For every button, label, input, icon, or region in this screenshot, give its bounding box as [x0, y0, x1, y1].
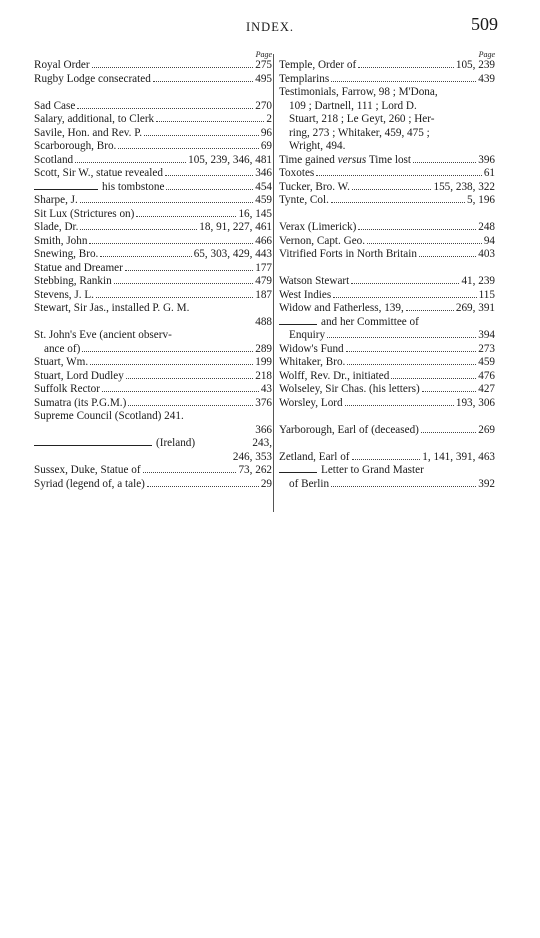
entry-line [279, 73, 495, 87]
entry-line [34, 221, 272, 235]
entry-heading: and her Committee of [321, 315, 419, 328]
entry-pages: 61 [483, 167, 495, 179]
entry-pages: 269 [478, 423, 495, 436]
entry-pages: 41, 239 [461, 275, 495, 287]
entry-heading: Wolseley, Sir Chas. (his letters) [279, 383, 420, 395]
entry-heading: Syriad (legend of, a tale) [34, 477, 145, 490]
entry-line [34, 478, 272, 492]
index-entry [34, 235, 272, 249]
page-number: 509 [471, 14, 498, 34]
entry-line [34, 451, 272, 465]
entry-pages: 459 [255, 194, 272, 206]
index-column-right [279, 50, 495, 491]
entry-pages: 5, 196 [467, 194, 495, 206]
index-entry [34, 370, 272, 384]
entry-pages: 18, 91, 227, 461 [199, 221, 272, 233]
entry-line [34, 235, 272, 249]
entry-pages: 454 [255, 180, 272, 193]
entry-line [34, 437, 272, 451]
entry-heading: Enquiry [289, 329, 326, 341]
dot-leader [80, 202, 253, 203]
entry-pages: 155, 238, 322 [433, 180, 495, 193]
index-entry [279, 167, 495, 181]
entry-heading: Snewing, Bro. [34, 248, 99, 260]
index-entry [34, 302, 272, 316]
dot-leader [126, 378, 253, 379]
entry-pages: 218 [255, 369, 272, 382]
entry-pages: 29 [260, 477, 272, 490]
entry-line [279, 140, 495, 154]
entry-line [279, 127, 495, 141]
index-entry [34, 73, 272, 87]
dot-leader [358, 67, 454, 68]
entry-pages: 459 [478, 356, 495, 368]
entry-pages: 1, 141, 391, 463 [422, 450, 495, 463]
dot-leader [166, 189, 253, 190]
index-entry [279, 329, 495, 343]
entry-spacer [279, 437, 495, 451]
entry-line [279, 113, 495, 127]
entry-heading: Suffolk Rector [34, 383, 100, 395]
index-entry [279, 181, 495, 195]
index-entry [34, 167, 272, 181]
index-entry [279, 356, 495, 370]
entry-line [279, 329, 495, 343]
entry-line [279, 370, 495, 384]
entry-heading: Wolff, Rev. Dr., initiated [279, 369, 390, 382]
index-entry [279, 140, 495, 154]
entry-heading: Slade, Dr. [34, 221, 79, 233]
index-entry [34, 289, 272, 303]
entry-heading: Watson Stewart [279, 275, 350, 287]
dot-leader [346, 351, 477, 352]
entry-heading: Sit Lux (Strictures on) [34, 207, 135, 220]
entry-pages: 289 [255, 342, 272, 355]
index-column-left [34, 50, 272, 491]
entry-line [34, 194, 272, 208]
dot-leader [406, 310, 454, 311]
entry-line [34, 356, 272, 370]
entry-line [279, 100, 495, 114]
entry-heading: St. John's Eve (ancient observ- [34, 329, 172, 341]
dot-leader [331, 202, 465, 203]
entry-pages: 96 [260, 126, 272, 139]
entry-heading: Supreme Council (Scotland) 241. [34, 410, 184, 422]
entry-line [34, 383, 272, 397]
entry-line [34, 59, 272, 73]
entry-pages: 73, 262 [238, 464, 272, 476]
entry-line [34, 140, 272, 154]
ditto-dash [34, 445, 152, 446]
entry-line [34, 208, 272, 222]
index-entry [34, 329, 272, 343]
index-entry [34, 383, 272, 397]
entry-pages: 94 [483, 234, 495, 247]
index-entry [34, 100, 272, 114]
index-entry [34, 464, 272, 478]
index-entry [34, 248, 272, 262]
entry-pages: 346 [255, 167, 272, 179]
entry-line [34, 370, 272, 384]
entry-pages: 243, [252, 437, 272, 449]
entry-line [279, 221, 495, 235]
entry-heading: West Indies [279, 288, 332, 301]
index-entry [34, 451, 272, 465]
entry-pages: 248 [478, 221, 495, 233]
entry-pages: 495 [255, 72, 272, 85]
entry-line [34, 127, 272, 141]
entry-heading: ring, 273 ; Whitaker, 459, 475 ; [289, 126, 430, 139]
entry-heading: Scott, Sir W., statue revealed [34, 167, 163, 179]
entry-line [34, 424, 272, 438]
entry-pages: 366 [255, 423, 272, 436]
entry-heading: Savile, Hon. and Rev. P. [34, 126, 143, 139]
entry-pages: 466 [255, 234, 272, 247]
dot-leader [100, 256, 191, 257]
index-entry [279, 343, 495, 357]
entry-heading: Templarins [279, 72, 330, 85]
entry-spacer [279, 208, 495, 222]
entry-pages: 193, 306 [455, 396, 495, 409]
entry-heading: (Ireland) [156, 437, 196, 449]
entry-heading: Scotland [34, 153, 74, 166]
entry-spacer [34, 86, 272, 100]
index-entry [34, 356, 272, 370]
entry-heading: Royal Order [34, 59, 90, 71]
index-entries-left [34, 59, 272, 491]
entry-line [279, 154, 495, 168]
index-entry [279, 370, 495, 384]
entry-heading: Sad Case [34, 99, 76, 112]
entry-pages: 376 [255, 396, 272, 409]
entry-pages: 43 [260, 383, 272, 395]
entry-pages: 479 [255, 275, 272, 287]
index-entry [279, 464, 495, 478]
index-entry [34, 154, 272, 168]
entry-line [34, 262, 272, 276]
dot-leader [156, 121, 264, 122]
entry-pages: 177 [255, 261, 272, 274]
dot-leader [331, 81, 476, 82]
entry-heading: Worsley, Lord [279, 396, 343, 409]
entry-pages: 275 [255, 59, 272, 71]
entry-pages: 403 [478, 248, 495, 260]
dot-leader [143, 472, 237, 473]
entry-heading: Whitaker, Bro. [279, 356, 346, 368]
entry-line [279, 356, 495, 370]
dot-leader [89, 243, 253, 244]
entry-line [34, 343, 272, 357]
entry-line [279, 275, 495, 289]
entry-pages: 69 [260, 140, 272, 152]
dot-leader [102, 391, 259, 392]
entry-heading: Stebbing, Rankin [34, 275, 112, 287]
dot-leader [422, 391, 477, 392]
entry-spacer [279, 262, 495, 276]
dot-leader [345, 405, 454, 406]
entry-line [34, 397, 272, 411]
index-entry [34, 343, 272, 357]
index-entry [34, 113, 272, 127]
entry-heading: Vernon, Capt. Geo. [279, 234, 366, 247]
dot-leader [144, 135, 259, 136]
entry-heading: Widow's Fund [279, 342, 344, 355]
dot-leader [80, 229, 197, 230]
index-entry [279, 73, 495, 87]
dot-leader [316, 175, 482, 176]
index-entry [279, 194, 495, 208]
entry-line [34, 302, 272, 316]
entry-line [34, 410, 272, 424]
dot-leader [352, 459, 421, 460]
index-entry [34, 275, 272, 289]
dot-leader [391, 378, 476, 379]
ditto-dash [279, 472, 317, 473]
entry-pages: 65, 303, 429, 443 [193, 248, 272, 260]
index-entry [279, 100, 495, 114]
index-entry [279, 235, 495, 249]
entry-pages: 476 [478, 369, 495, 382]
dot-leader [90, 364, 253, 365]
index-entry [279, 424, 495, 438]
entry-heading: Wright, 494. [289, 140, 346, 152]
dot-leader [77, 108, 253, 109]
entry-line [279, 383, 495, 397]
entry-line [34, 316, 272, 330]
entry-pages: 488 [255, 315, 272, 328]
dot-leader [421, 432, 476, 433]
dot-leader [419, 256, 476, 257]
dot-leader [75, 162, 186, 163]
dot-leader [413, 162, 476, 163]
index-entry [279, 478, 495, 492]
dot-leader [92, 67, 254, 68]
entry-heading: Yarborough, Earl of (deceased) [279, 423, 419, 436]
entry-heading: Sussex, Duke, Statue of [34, 464, 141, 476]
entry-line [34, 100, 272, 114]
column-divider [273, 54, 274, 512]
dot-leader [165, 175, 253, 176]
entry-pages: 439 [478, 72, 495, 85]
entry-heading: Letter to Grand Master [321, 464, 424, 476]
dot-leader [367, 243, 482, 244]
entry-spacer [279, 410, 495, 424]
entry-heading: Temple, Order of [279, 59, 357, 71]
entry-line [279, 464, 495, 478]
index-entry [279, 59, 495, 73]
entry-heading: Tynte, Col. [279, 194, 329, 206]
running-head: INDEX. [245, 20, 294, 34]
entry-line [34, 154, 272, 168]
entry-line [34, 181, 272, 195]
entry-pages: 105, 239, 346, 481 [188, 153, 272, 166]
entry-line [34, 167, 272, 181]
entry-heading: Stewart, Sir Jas., installed P. G. M. [34, 302, 190, 314]
entry-line [34, 248, 272, 262]
dot-leader [118, 148, 258, 149]
entry-line [34, 289, 272, 303]
dot-leader [352, 189, 432, 190]
entry-heading: Sharpe, J. [34, 194, 78, 206]
entry-line [279, 181, 495, 195]
page-header [0, 14, 540, 38]
entry-line [279, 302, 495, 316]
entry-line [279, 248, 495, 262]
dot-leader [351, 283, 459, 284]
entry-line [34, 464, 272, 478]
entry-heading: of Berlin [289, 477, 330, 490]
entry-heading: 109 ; Dartnell, 111 ; Lord D. [289, 99, 417, 112]
entry-heading: Tucker, Bro. W. [279, 180, 350, 193]
entry-heading: Widow and Fatherless, 139, [279, 302, 404, 314]
index-entry [34, 127, 272, 141]
entry-pages: 394 [478, 329, 495, 341]
entry-heading: ance of) [44, 342, 81, 355]
index-entry [34, 194, 272, 208]
entry-line [279, 194, 495, 208]
entry-pages: 115 [478, 288, 495, 301]
entry-pages: 2 [266, 113, 272, 125]
dot-leader [147, 486, 259, 487]
entry-heading: Stuart, Lord Dudley [34, 369, 124, 382]
index-entry [34, 59, 272, 73]
entry-heading: Stuart, 218 ; Le Geyt, 260 ; Her- [289, 113, 435, 125]
index-entry [279, 451, 495, 465]
entry-heading: Vitrified Forts in North Britain [279, 248, 417, 260]
entry-line [279, 478, 495, 492]
index-entry [34, 208, 272, 222]
index-entry [279, 289, 495, 303]
entry-line [279, 343, 495, 357]
index-entry [279, 248, 495, 262]
index-entry [279, 221, 495, 235]
index-entry [34, 221, 272, 235]
page-column-label: Page [478, 50, 495, 59]
index-entry [34, 262, 272, 276]
entry-line [279, 451, 495, 465]
entry-heading: Statue and Dreamer [34, 261, 123, 274]
index-entry [279, 316, 495, 330]
ditto-dash [279, 324, 317, 325]
index-entry [34, 424, 272, 438]
italic-word: versus [337, 153, 367, 166]
entry-pages: 246, 353 [232, 450, 272, 463]
index-entry [34, 397, 272, 411]
dot-leader [331, 486, 476, 487]
entry-heading: Zetland, Earl of [279, 450, 350, 463]
entry-pages: 427 [478, 383, 495, 395]
dot-leader [327, 337, 476, 338]
entry-line [279, 397, 495, 411]
entry-heading: Salary, additional, to Clerk [34, 113, 155, 125]
index-entry [34, 437, 272, 451]
entry-heading: Time gained versus Time lost [279, 153, 412, 166]
index-entry [279, 127, 495, 141]
entry-heading: Stevens, J. L. [34, 288, 94, 301]
dot-leader [96, 297, 253, 298]
dot-leader [153, 81, 253, 82]
dot-leader [136, 216, 236, 217]
entry-pages: 16, 145 [238, 207, 272, 220]
entry-line [279, 289, 495, 303]
entry-heading: Testimonials, Farrow, 98 ; M'Dona, [279, 86, 438, 98]
entry-heading: Stuart, Wm. [34, 356, 89, 368]
entry-pages: 396 [478, 153, 495, 166]
index-entry [279, 113, 495, 127]
entry-heading: Rugby Lodge consecrated [34, 72, 151, 85]
entry-pages: 273 [478, 342, 495, 355]
entry-line [34, 329, 272, 343]
entry-line [34, 73, 272, 87]
index-entry [34, 478, 272, 492]
index-entry [279, 86, 495, 100]
entry-pages: 105, 239 [455, 59, 495, 71]
index-entry [279, 275, 495, 289]
entry-line [279, 235, 495, 249]
dot-leader [82, 351, 253, 352]
index-entry [279, 383, 495, 397]
entry-heading: Scarborough, Bro. [34, 140, 117, 152]
index-entry [279, 302, 495, 316]
index-entry [279, 154, 495, 168]
dot-leader [358, 229, 476, 230]
index-entry [34, 140, 272, 154]
entry-heading: his tombstone [102, 180, 165, 193]
index-entry [34, 316, 272, 330]
dot-leader [114, 283, 254, 284]
entry-heading: Toxotes [279, 167, 315, 179]
index-entry [34, 410, 272, 424]
entry-pages: 270 [255, 99, 272, 112]
entry-line [279, 316, 495, 330]
dot-leader [347, 364, 476, 365]
entry-line [279, 86, 495, 100]
entry-pages: 392 [478, 477, 495, 490]
dot-leader [128, 405, 253, 406]
entry-heading: Sumatra (its P.G.M.) [34, 396, 127, 409]
ditto-dash [34, 189, 98, 190]
page-column-label: Page [255, 50, 272, 59]
entry-heading: Verax (Limerick) [279, 221, 357, 233]
entry-line [279, 167, 495, 181]
index-entry [279, 397, 495, 411]
entry-line [34, 113, 272, 127]
entry-line [279, 59, 495, 73]
index-entries-right [279, 59, 495, 491]
entry-pages: 269, 391 [455, 302, 495, 314]
dot-leader [333, 297, 476, 298]
entry-pages: 187 [255, 288, 272, 301]
entry-line [279, 424, 495, 438]
entry-pages: 199 [255, 356, 272, 368]
dot-leader [125, 270, 253, 271]
entry-line [34, 275, 272, 289]
index-entry [34, 181, 272, 195]
entry-heading: Smith, John [34, 234, 88, 247]
